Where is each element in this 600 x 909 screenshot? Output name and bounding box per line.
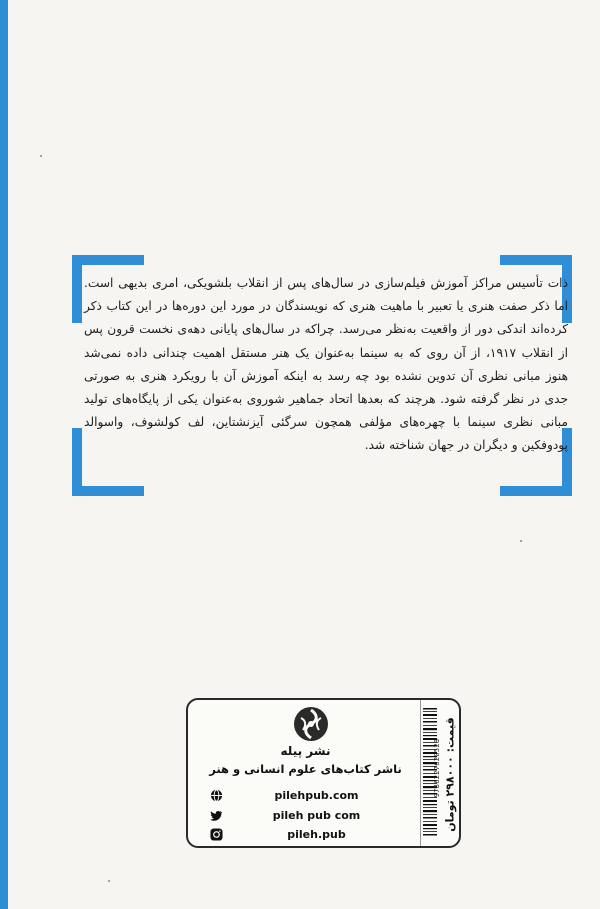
bracket-top-right bbox=[500, 255, 572, 265]
spine-strip bbox=[0, 0, 8, 909]
publisher-name: نشر پیله bbox=[280, 744, 331, 758]
website-row bbox=[210, 786, 410, 804]
bracket-bottom-left bbox=[72, 486, 144, 496]
publisher-box bbox=[186, 698, 461, 848]
publisher-tagline: ناشر کتاب‌های علوم انسانی و هنر bbox=[209, 762, 402, 776]
publisher-logo-icon bbox=[293, 706, 329, 742]
globe-icon bbox=[210, 789, 223, 802]
twitter-handle[interactable]: pileh pub com bbox=[272, 808, 361, 822]
publisher-info bbox=[188, 700, 423, 846]
bracket-top-left bbox=[72, 255, 144, 265]
speck bbox=[40, 155, 42, 157]
bracket-top-left bbox=[72, 255, 82, 323]
bracket-bottom-right bbox=[500, 486, 572, 496]
instagram-row bbox=[210, 825, 410, 843]
instagram-icon bbox=[210, 828, 223, 841]
twitter-row bbox=[210, 806, 410, 824]
twitter-icon bbox=[210, 809, 223, 822]
price-label: قیمت: ۲۹۸۰۰۰ تومان bbox=[443, 717, 457, 832]
speck bbox=[108, 880, 110, 882]
price-panel bbox=[443, 700, 457, 846]
barcode-panel bbox=[420, 700, 459, 846]
speck bbox=[520, 540, 522, 542]
back-cover-blurb bbox=[84, 272, 568, 458]
instagram-handle[interactable]: pileh.pub bbox=[287, 827, 346, 841]
isbn-number: 9786227620528 bbox=[433, 738, 441, 798]
website-link[interactable]: pilehpub.com bbox=[274, 788, 359, 802]
blurb-text: ذات تأسیس مراکز آموزش فیلم‌سازی در سال‌های پس از انقلاب بلشویکی، امری بدیهی است. اما ذکر صفت هنری یا تعبیر با ماهیت هنری که نویسندگان در مورد این دوره‌ها در این کتاب ذکر کرده‌اند اندکی دور از واقعیت به‌نظر می‌رسد. چراکه در سال‌های پایانی دهه‌ی نخست قرون پس از انقلاب ۱۹۱۷، از آن روی که به سینما به‌عنوان یک هنر مستقل اهمیت چندانی داده نمی‌شد هنوز مبانی نظری آن تدوین نشده بود چه رسد به اینکه آموزش آن با رویکرد هنری به صورتی جدی در نظر گرفته شود. هرچند که بعدها اتحاد جماهیر شوروی به‌عنوان یکی از پایگاه‌های تولید مبانی نظری سینما با چهره‌های مؤلفی همچون سرگئی آیزنشتاین، لف کولشوف، واسوالد پودوفکین و دیگران در جهان شناخته شد. bbox=[84, 276, 568, 453]
